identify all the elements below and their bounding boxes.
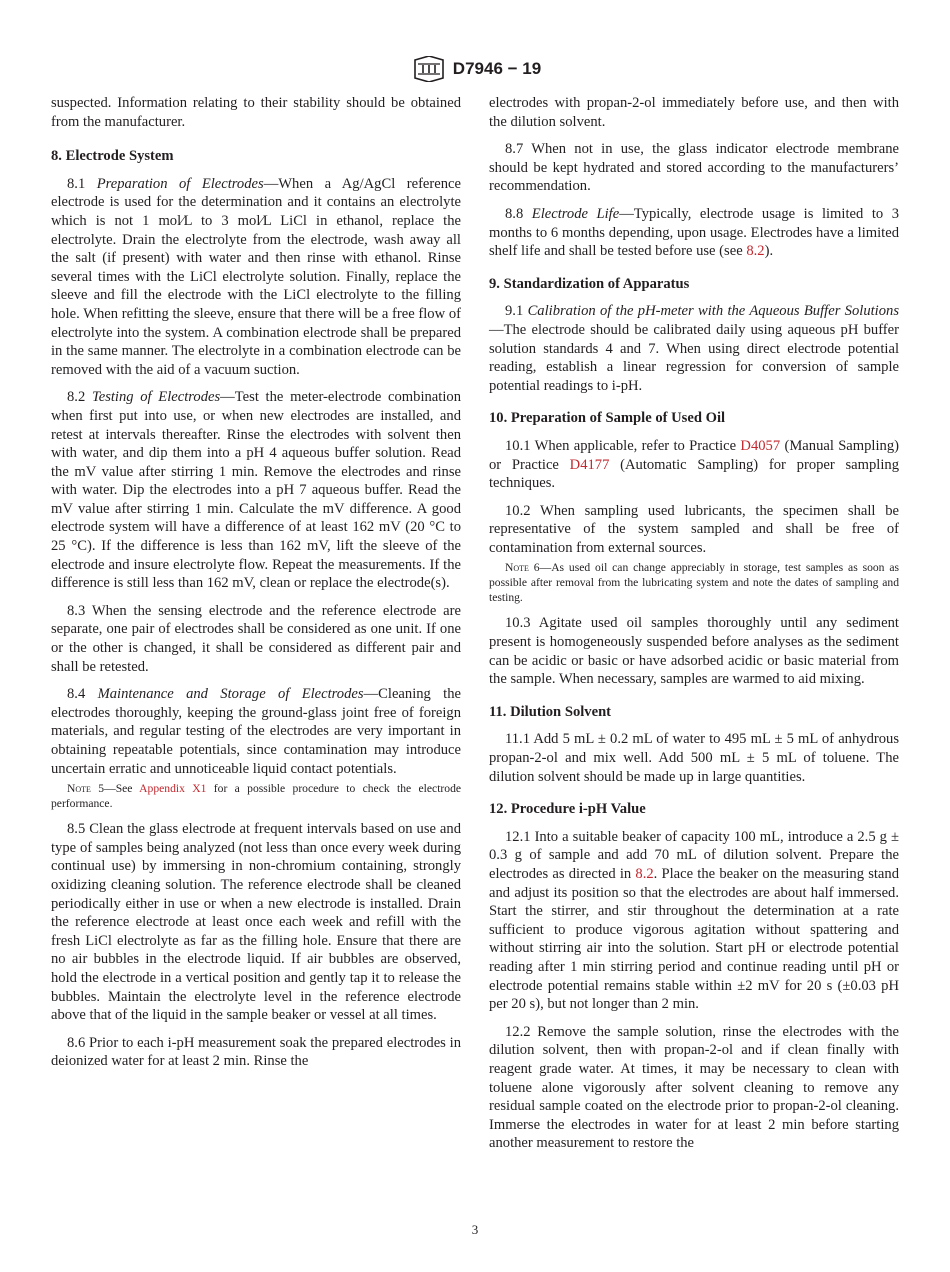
paragraph-continued: electrodes with propan-2-ol immediately before use, and then with the dilution solvent. xyxy=(489,95,899,130)
section-8-2-link[interactable]: 8.2 xyxy=(746,243,765,260)
section-8-2-link[interactable]: 8.2 xyxy=(635,866,654,882)
section-heading-9: 9. Standardization of Apparatus xyxy=(489,275,690,292)
d4057-link[interactable]: D4057 xyxy=(740,437,781,454)
section-heading-8: 8. Electrode System xyxy=(51,148,174,165)
paragraph-12-2: 12.2 Remove the sample solution, rinse the electrodes with the dilution solvent, then with propan-2-ol and if clean finally with reagent grade water. At times, it may be necessary to clean with toluene alone vigorously after solvent cleaning to remove any residual sample coated on the electrode prior to propan-2-ol cleaning. Immerse the electrodes in water for at least 2 min before starting another measurement to restore the xyxy=(489,1023,899,1152)
paragraph-10-1: 10.1 When applicable, refer to Practice D4057 (Manual Sampling) or Practice D4177 (Automatic Sampling) for proper sampling techniques. xyxy=(489,437,900,492)
page-number: 3 xyxy=(471,1222,479,1237)
paragraph-8-7: 8.7 When not in use, the glass indicator electrode membrane should be kept hydrated and stored according to the manufacturers’ recommendation. xyxy=(489,141,899,195)
astm-logo-icon xyxy=(409,56,449,82)
section-heading-12: 12. Procedure i-pH Value xyxy=(489,801,646,818)
left-column xyxy=(51,94,461,1080)
paragraph-11-1: 11.1 Add 5 mL ± 0.2 mL of water to 495 mL ± 5 mL of anhydrous propan-2-ol and mix well. Add 500 mL ± 5 mL of toluene. The dilution solvent should be made up in large quantities. xyxy=(489,731,899,785)
paragraph-10-3: 10.3 Agitate used oil samples thoroughly until any sediment present is homogeneously suspended before analyses as the sediment can be acidic or basic or have adsorbed acidic or basic material from the sample. When necessary, samples are warmed to aid mixing. xyxy=(489,615,899,688)
document-number: D7946 − 19 xyxy=(452,59,542,78)
paragraph-8-5: 8.5 Clean the glass electrode at frequent intervals based on use and type of samples being analyzed (not less than once every week during continual use) by immersing in non-chromium containing, strongly oxidizing cleaning solution. The reference electrode shall be cleaned periodically either in use or when a new electrode is installed. Drain the reference electrode at least once each week and refill with the fresh LiCl electrolyte as far as the filling hole. Ensure that there are no air bubbles in the electrode liquid. If air bubbles are observed, hold the electrode in a vertical position and gently tap it to release the bubbles. Maintain the electrolyte level in the reference electrode above that of the liquid in the sample beaker or vessel at all times. xyxy=(51,821,461,1024)
page-header xyxy=(0,56,950,82)
paragraph-8-6: 8.6 Prior to each i-pH measurement soak the prepared electrodes in deionized water for at least 2 min. Rinse the xyxy=(51,1034,461,1070)
d4177-link[interactable]: D4177 xyxy=(569,456,610,473)
paragraph-8-3: 8.3 When the sensing electrode and the reference electrode are separate, one pair of electrodes shall be considered as one unit. If one or the other is changed, it shall be considered as different pair and shall be retested. xyxy=(51,602,461,675)
section-heading-10: 10. Preparation of Sample of Used Oil xyxy=(489,410,726,427)
paragraph-10-2: 10.2 When sampling used lubricants, the specimen shall be representative of the system sampled and shall be free of contamination from external sources. xyxy=(489,502,899,556)
appendix-x1-link[interactable]: Appendix X1 xyxy=(139,782,207,796)
paragraph-8-2: 8.2 Testing of Electrodes—Test the meter-electrode combination when first put into use, or when new electrodes are installed, and retest at intervals thereafter. Rinse the electrodes with solvent then with water, and dip them into a pH 4 aqueous buffer solution. Read the mV value after stirring 1 min. Remove the electrodes and rinse with water. Dip the electrodes into a pH 7 aqueous buffer. Read the mV value after stirring 1 min. Calculate the mV difference. A good electrode system will have a difference of at least 162 mV (20 °C to 25 °C). If the difference is less than 162 mV, lift the sleeve of the electrode and insure electrolyte flow. Repeat the measurements. If the difference is still less than 162 mV, clean or replace the electrode(s). xyxy=(51,389,461,592)
paragraph-8-1: 8.1 Preparation of Electrodes—When a Ag/AgCl reference electrode is used for the determination and it contains an electrolyte which is not 1 mol⁄L to 3 mol⁄L LiCl in ethanol, replace the electrolyte. Drain the electrolyte from the electrode, wash away all the salt (if present) with water and then rinse with ethanol. Rinse several times with the LiCl electrolyte solution. Finally, replace the sleeve and fill the electrode with the LiCl electrolyte to the filling hole. When refitting the sleeve, ensure that there will be a free flow of electrolyte into the system. A combination electrode shall be prepared in the same manner. The electrolyte in a combination electrode can be removed with the aid of a vacuum suction. xyxy=(51,175,461,378)
paragraph-continued: suspected. Information relating to their stability should be obtained from the manufacturer. xyxy=(51,95,461,130)
right-column xyxy=(489,94,899,1162)
paragraph-8-4: 8.4 Maintenance and Storage of Electrodes—Cleaning the electrodes thoroughly, keeping the ground-glass joint free of foreign materials, and regular testing of the electrodes are very important in obtaining repeatable potentials, since contamination may introduce uncertain erratic and unnoticeable liquid contact potentials. xyxy=(51,686,461,777)
paragraph-12-1: 12.1 Into a suitable beaker of capacity 100 mL, introduce a 2.5 g ± 0.3 g of sample and add 70 mL of dilution solvent. Prepare the electrodes as directed in 8.2. Place the beaker on the measuring stand and adjust its position so that the electrodes are about half immersed. Start the stirrer, and stir throughout the determination at a rate sufficient to produce vigorous agitation without spattering and without stirring air into the solution. Start pH or electrode potential reading after 1 min stirring period and continue reading until pH or electrode potential remains stable within ±2 mV for 20 s (±0.03 pH per 20 s), but not longer than 2 min. xyxy=(489,828,899,1013)
paragraph-9-1: 9.1 Calibration of the pH-meter with the Aqueous Buffer Solutions—The electrode should be calibrated daily using aqueous pH buffer solution standards 4 and 7. When using direct electrode potential reading, establish a linear regression for conversion of sample potential readings to i-pH. xyxy=(489,303,900,394)
note-5: Note 5—See Appendix X1 for a possible procedure to check the electrode performance. xyxy=(51,782,462,811)
note-6: Note 6—As used oil can change appreciably in storage, test samples as soon as possible after removal from the lubricating system and note the dates of sampling and testing. xyxy=(489,561,899,605)
paragraph-8-8: 8.8 Electrode Life—Typically, electrode usage is limited to 3 months to 6 months depending, upon usage. Electrodes have a limited shelf life and shall be tested before use (see 8.2). xyxy=(489,205,899,260)
section-heading-11: 11. Dilution Solvent xyxy=(489,703,612,720)
